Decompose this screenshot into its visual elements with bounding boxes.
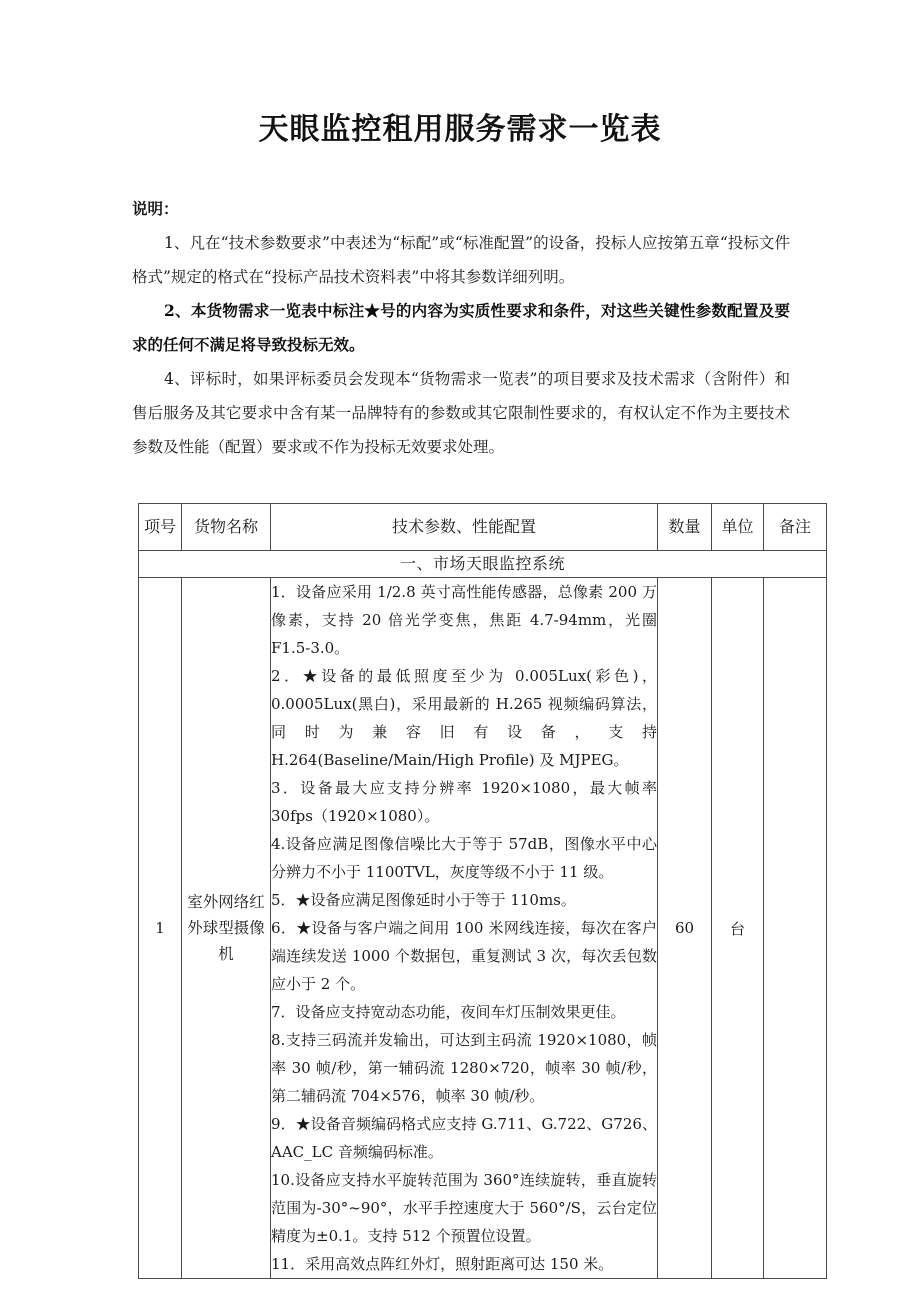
table-header-row (139, 504, 827, 551)
header-item-no: 项号 (139, 504, 182, 551)
spec-line: 5．★设备应满足图像延时小于等于 110ms。 (271, 891, 576, 909)
section-title: 一、市场天眼监控系统 (139, 551, 827, 578)
requirements-table-wrapper (138, 503, 826, 1279)
spec-line: 3．设备最大应支持分辨率 1920×1080，最大帧率 30fps（1920×1080）。 (271, 779, 657, 825)
spec-line: 7．设备应支持宽动态功能，夜间车灯压制效果更佳。 (271, 1003, 626, 1021)
table-header (139, 504, 827, 551)
spec-line: 6．★设备与客户端之间用 100 米网线连接，每次在客户端连续发送 1000 个数据包，重复测试 3 次，每次丢包数应小于 2 个。 (271, 919, 657, 993)
header-spec: 技术参数、性能配置 (271, 504, 658, 551)
spec-line: 9．★设备音频编码格式应支持 G.711、G.722、G726、AAC_LC 音频编码标准。 (271, 1115, 657, 1161)
notes-label: 说明： (132, 199, 179, 218)
section-title-row (139, 551, 827, 578)
note-paragraph-2: 2、本货物需求一览表中标注★号的内容为实质性要求和条件，对这些关键性参数配置及要求的任何不满足将导致投标无效。 (132, 301, 790, 354)
header-goods-name: 货物名称 (182, 504, 271, 551)
spec-line: 1．设备应采用 1/2.8 英寸高性能传感器，总像素 200 万像素，支持 20 倍光学变焦，焦距 4.7-94mm，光圈 F1.5-3.0。 (271, 583, 657, 657)
cell-goods-name: 室外网络红外球型摄像机 (182, 578, 271, 1279)
spec-line: 4.设备应满足图像信噪比大于等于 57dB，图像水平中心分辨力不小于 1100TVL，灰度等级不小于 11 级。 (271, 835, 657, 881)
spec-line: 10.设备应支持水平旋转范围为 360°连续旋转，垂直旋转范围为-30°~90°，水平手控速度大于 560°/S，云台定位精度为±0.1。支持 512 个预置位设置。 (271, 1171, 657, 1245)
cell-item-no: 1 (139, 578, 182, 1279)
header-remark: 备注 (764, 504, 827, 551)
notes-section (0, 148, 920, 464)
note-paragraph-3: 4、评标时，如果评标委员会发现本“货物需求一览表”的项目要求及技术需求（含附件）和售后服务及其它要求中含有某一品牌特有的参数或其它限制性要求的，有权认定不作为主要技术参数及性能（配置）要求或不作为投标无效要求处理。 (132, 370, 790, 456)
table-row (139, 578, 827, 1279)
spec-line-list (271, 578, 657, 1278)
page-title: 天眼监控租用服务需求一览表 (258, 112, 662, 147)
header-unit: 单位 (712, 504, 764, 551)
spec-line: 11．采用高效点阵红外灯，照射距离可达 150 米。 (271, 1255, 614, 1273)
requirements-table (138, 503, 827, 1279)
spec-line: 8.支持三码流并发输出，可达到主码流 1920×1080，帧率 30 帧/秒，第一辅码流 1280×720，帧率 30 帧/秒，第二辅码流 704×576，帧率 30 帧/秒。 (271, 1031, 657, 1105)
cell-remark (764, 578, 827, 1279)
note-paragraph-1: 1、凡在“技术参数要求”中表述为“标配”或“标准配置”的设备，投标人应按第五章“投标文件格式”规定的格式在“投标产品技术资料表”中将其参数详细列明。 (132, 234, 790, 286)
header-quantity: 数量 (658, 504, 712, 551)
table-body (139, 551, 827, 1279)
cell-quantity: 60 (658, 578, 712, 1279)
cell-unit: 台 (712, 578, 764, 1279)
spec-line: 2．★设备的最低照度至少为 0.005Lux(彩色)，0.0005Lux(黑白)，采用最新的 H.265 视频编码算法，同时为兼容旧有设备，支持 H.264(Baseline/Main/High Profile) 及 MJPEG。 (271, 667, 657, 769)
cell-spec (271, 578, 658, 1279)
